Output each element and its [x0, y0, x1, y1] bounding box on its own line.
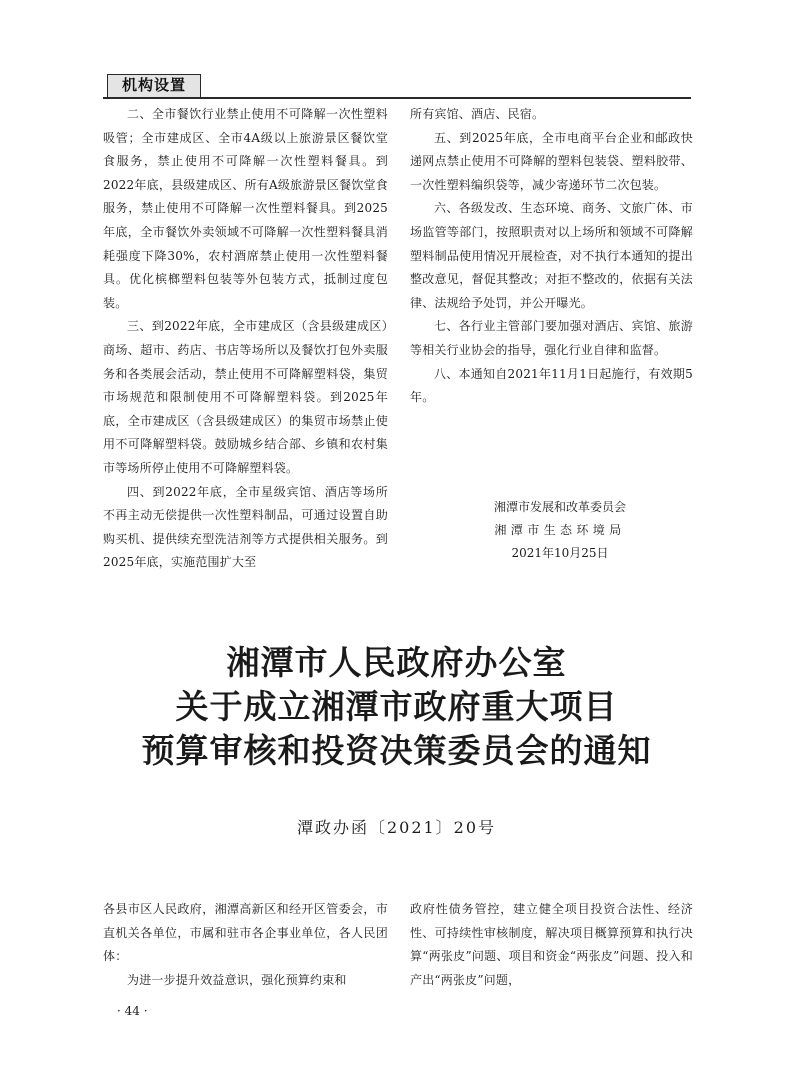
paragraph: 六、各级发改、生态环境、商务、文旅广体、市场监管等部门，按照职责对以上场所和领域不可降解塑料制品使用情况开展检查，对不执行本通知的提出整改意见，督促其整改；对拒不整改的，依据有关法律、法规给予处罚，并公开曝光。 — [410, 201, 693, 310]
paragraph: 四、到2022年底，全市星级宾馆、酒店等场所不再主动无偿提供一次性塑料制品，可通过设置自助购买机、提供续充型洗洁剂等方式提供相关服务。到2025年底，实施范围扩大至 — [103, 484, 388, 570]
section-tag: 机构设置 — [107, 74, 201, 98]
signature-org-environment: 湘潭市生态环境局 — [494, 523, 626, 537]
top-right-column — [410, 103, 693, 410]
header-rule — [103, 97, 691, 99]
paragraph: 五、到2025年底，全市电商平台企业和邮政快递网点禁止使用不可降解的塑料包装袋、塑料胶带、一次性塑料编织袋等，减少寄递环节二次包装。 — [410, 130, 693, 192]
paragraph: 所有宾馆、酒店、民宿。 — [410, 107, 545, 121]
bottom-left-column — [103, 898, 388, 992]
notice-title-line-3: 预算审核和投资决策委员会的通知 — [141, 731, 652, 770]
paragraph: 政府性债务管控，建立健全项目投资合法性、经济性、可持续性审核制度，解决项目概算预算和执行决算“两张皮”问题、项目和资金“两张皮”问题、投入和产出“两张皮”问题， — [410, 902, 693, 987]
notice-title-line-2: 关于成立湘潭市政府重大项目 — [175, 687, 618, 726]
paragraph: 七、各行业主管部门要加强对酒店、宾馆、旅游等相关行业协会的指导，强化行业自律和监督。 — [410, 319, 693, 357]
top-left-column — [103, 103, 388, 575]
paragraph: 八、本通知自2021年11月1日起施行，有效期5年。 — [410, 366, 693, 405]
signature-block — [470, 496, 650, 565]
notice-title — [100, 641, 693, 773]
document-number: 潭政办函〔2021〕20号 — [296, 818, 497, 837]
paragraph: 二、全市餐饮行业禁止使用不可降解一次性塑料吸管；全市建成区、全市4A级以上旅游景区餐饮堂食服务，禁止使用不可降解一次性塑料餐具。到2022年底，县级建成区、所有A级旅游景区餐饮堂食服务，禁止使用不可降解一次性塑料餐具。到2025年底，全市餐饮外卖领域不可降解一次性塑料餐具消耗强度下降30%，农村酒席禁止使用一次性塑料餐具。优化槟榔塑料包装等外包装方式，抵制过度包装。 — [103, 107, 388, 310]
page-number: · 44 · — [117, 1004, 148, 1018]
paragraph: 为进一步提升效益意识，强化预算约束和 — [127, 972, 347, 987]
paragraph: 各县市区人民政府，湘潭高新区和经开区管委会，市直机关各单位，市属和驻市各企事业单位，各人民团体： — [103, 902, 388, 964]
notice-title-line-1: 湘潭市人民政府办公室 — [226, 643, 567, 682]
signature-org-ndrc: 湘潭市发展和改革委员会 — [493, 500, 626, 514]
signature-date: 2021年10月25日 — [511, 546, 609, 560]
paragraph: 三、到2022年底，全市建成区（含县级建成区）商场、超市、药店、书店等场所以及餐饮打包外卖服务和各类展会活动，禁止使用不可降解塑料袋，集贸市场规范和限制使用不可降解塑料袋。到2025年底，全市建成区（含县级建成区）的集贸市场禁止使用不可降解塑料袋。鼓励城乡结合部、乡镇和农村集市等场所停止使用不可降解塑料袋。 — [103, 319, 388, 475]
bottom-right-column — [410, 898, 693, 992]
